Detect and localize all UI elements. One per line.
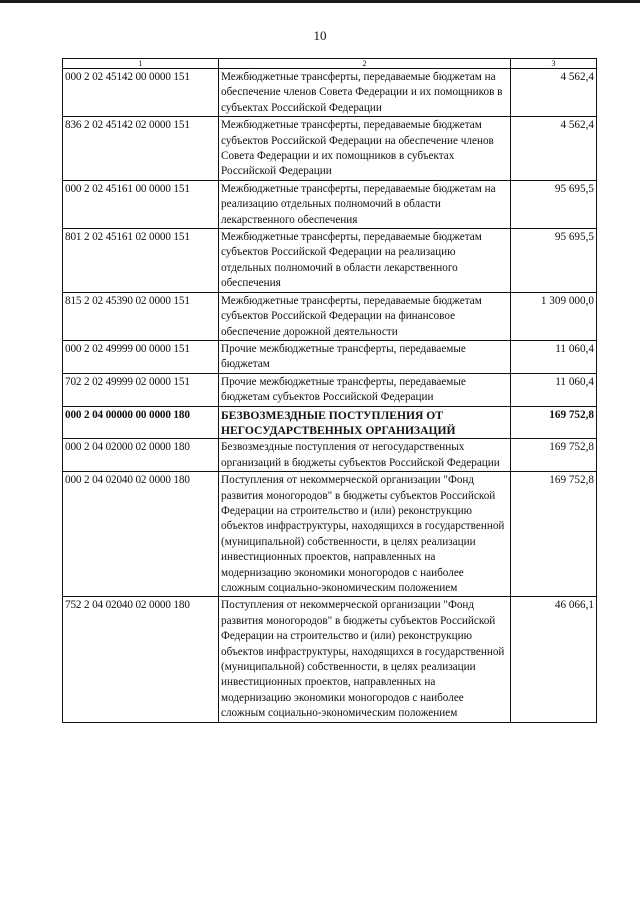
column-header-code: 1 — [63, 59, 219, 69]
classification-code-cell: 815 2 02 45390 02 0000 151 — [63, 292, 219, 340]
table-row — [63, 69, 597, 117]
description-cell: Прочие межбюджетные трансферты, передаваемые бюджетам субъектов Российской Федерации — [219, 373, 511, 406]
table-header-row — [63, 59, 597, 69]
amount-cell: 95 695,5 — [511, 229, 597, 293]
description-cell: Прочие межбюджетные трансферты, передаваемые бюджетам — [219, 340, 511, 373]
description-cell: Межбюджетные трансферты, передаваемые бюджетам на обеспечение членов Совета Федерации и их помощников в субъектах Российской Федерации — [219, 69, 511, 117]
classification-code-cell: 000 2 04 00000 00 0000 180 — [63, 406, 219, 439]
description-cell: Межбюджетные трансферты, передаваемые бюджетам субъектов Российской Федерации на обеспечение членов Совета Федерации и их помощников в субъектах Российской Федерации — [219, 117, 511, 181]
classification-code-cell: 000 2 02 45142 00 0000 151 — [63, 69, 219, 117]
page-number: 10 — [313, 28, 327, 43]
classification-code-cell: 836 2 02 45142 02 0000 151 — [63, 117, 219, 181]
budget-revenue-table — [62, 58, 597, 723]
amount-cell: 11 060,4 — [511, 340, 597, 373]
description-cell: Поступления от некоммерческой организации "Фонд развития моногородов" в бюджеты субъектов Российской Федерации на строительство и (или) реконструкцию объектов инфраструктуры, находящихся в государственной (муниципальной) собственности, в целях реализации инвестиционных проектов, направленных на модернизацию экономики моногородов с наиболее сложным социально-экономическим положением — [219, 597, 511, 722]
classification-code-cell: 000 2 04 02040 02 0000 180 — [63, 472, 219, 597]
table-row — [63, 472, 597, 597]
description-cell: БЕЗВОЗМЕЗДНЫЕ ПОСТУПЛЕНИЯ ОТ НЕГОСУДАРСТВЕННЫХ ОРГАНИЗАЦИЙ — [219, 406, 511, 439]
table-row — [63, 597, 597, 722]
classification-code-cell: 752 2 04 02040 02 0000 180 — [63, 597, 219, 722]
table-row — [63, 373, 597, 406]
table-row — [63, 439, 597, 472]
table-row — [63, 229, 597, 293]
amount-cell: 169 752,8 — [511, 406, 597, 439]
table-row — [63, 117, 597, 181]
table-row — [63, 292, 597, 340]
amount-cell: 169 752,8 — [511, 472, 597, 597]
column-header-description: 2 — [219, 59, 511, 69]
amount-cell: 4 562,4 — [511, 117, 597, 181]
amount-cell: 11 060,4 — [511, 373, 597, 406]
table-row — [63, 340, 597, 373]
description-cell: Межбюджетные трансферты, передаваемые бюджетам субъектов Российской Федерации на финансовое обеспечение дорожной деятельности — [219, 292, 511, 340]
column-header-amount: 3 — [511, 59, 597, 69]
description-cell: Безвозмездные поступления от негосударственных организаций в бюджеты субъектов Российской Федерации — [219, 439, 511, 472]
description-cell: Межбюджетные трансферты, передаваемые бюджетам на реализацию отдельных полномочий в области лекарственного обеспечения — [219, 180, 511, 228]
description-cell: Межбюджетные трансферты, передаваемые бюджетам субъектов Российской Федерации на реализацию отдельных полномочий в области лекарственного обеспечения — [219, 229, 511, 293]
classification-code-cell: 702 2 02 49999 02 0000 151 — [63, 373, 219, 406]
amount-cell: 169 752,8 — [511, 439, 597, 472]
classification-code-cell: 000 2 02 45161 00 0000 151 — [63, 180, 219, 228]
description-cell: Поступления от некоммерческой организации "Фонд развития моногородов" в бюджеты субъектов Российской Федерации на строительство и (или) реконструкцию объектов инфраструктуры, находящихся в государственной (муниципальной) собственности, в целях реализации инвестиционных проектов, направленных на модернизацию экономики моногородов с наиболее сложным социально-экономическим положением — [219, 472, 511, 597]
table-body — [63, 69, 597, 723]
top-border-line — [0, 0, 640, 3]
amount-cell: 46 066,1 — [511, 597, 597, 722]
amount-cell: 95 695,5 — [511, 180, 597, 228]
classification-code-cell: 000 2 02 49999 00 0000 151 — [63, 340, 219, 373]
table-row — [63, 406, 597, 439]
classification-code-cell: 801 2 02 45161 02 0000 151 — [63, 229, 219, 293]
amount-cell: 4 562,4 — [511, 69, 597, 117]
table-row — [63, 180, 597, 228]
classification-code-cell: 000 2 04 02000 02 0000 180 — [63, 439, 219, 472]
amount-cell: 1 309 000,0 — [511, 292, 597, 340]
